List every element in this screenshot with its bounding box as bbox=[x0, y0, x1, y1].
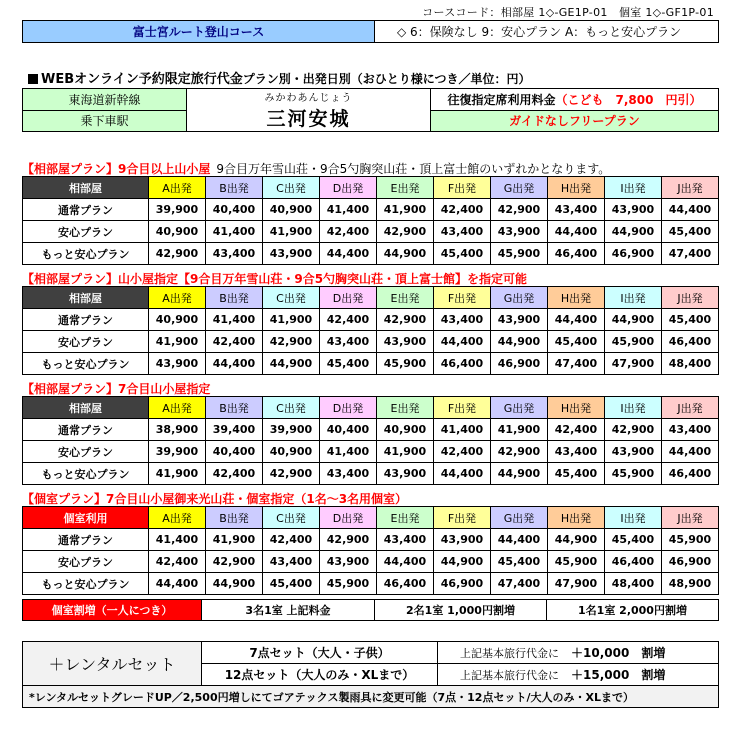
price-cell: 43,900 bbox=[320, 551, 377, 573]
price-cell: 45,400 bbox=[548, 331, 605, 353]
departure-header: E出発 bbox=[377, 177, 434, 199]
room-type-header: 相部屋 bbox=[23, 177, 149, 199]
rental-prefix-7: 上記基本旅行代金に bbox=[460, 647, 559, 660]
rental-prefix-12: 上記基本旅行代金に bbox=[460, 669, 559, 682]
section-title bbox=[22, 160, 610, 177]
price-cell: 44,900 bbox=[491, 463, 548, 485]
course-code: コースコード：相部屋 1◇-GE1P-01 個室 1◇-GF1P-01 bbox=[422, 6, 714, 19]
fare-cell bbox=[431, 89, 719, 111]
table-row bbox=[23, 419, 719, 441]
transport-table bbox=[22, 88, 719, 132]
price-cell: 41,400 bbox=[206, 309, 263, 331]
departure-header: D出発 bbox=[320, 177, 377, 199]
section-title bbox=[22, 490, 407, 507]
station-kana: みかわあんじょう bbox=[264, 93, 353, 104]
price-cell: 47,400 bbox=[548, 353, 605, 375]
departure-header: C出発 bbox=[263, 397, 320, 419]
price-cell: 42,900 bbox=[149, 243, 206, 265]
table-header-row bbox=[23, 397, 719, 419]
price-cell: 42,400 bbox=[320, 221, 377, 243]
price-cell: 40,400 bbox=[206, 199, 263, 221]
price-cell: 46,400 bbox=[662, 331, 719, 353]
departure-header: F出発 bbox=[434, 507, 491, 529]
departure-header: J出発 bbox=[662, 287, 719, 309]
price-cell: 45,900 bbox=[548, 551, 605, 573]
price-cell: 44,400 bbox=[320, 243, 377, 265]
price-cell: 43,900 bbox=[377, 463, 434, 485]
price-cell: 45,400 bbox=[662, 309, 719, 331]
boarding-label: 乗下車駅 bbox=[23, 110, 187, 132]
price-cell: 45,400 bbox=[320, 353, 377, 375]
rental-title: ＋レンタルセット bbox=[23, 642, 202, 686]
price-cell: 45,400 bbox=[434, 243, 491, 265]
rental-price-12 bbox=[438, 664, 719, 686]
price-cell: 45,400 bbox=[662, 221, 719, 243]
price-cell: 40,900 bbox=[263, 441, 320, 463]
price-cell: 41,400 bbox=[320, 441, 377, 463]
price-cell: 47,400 bbox=[491, 573, 548, 595]
price-cell: 41,900 bbox=[149, 463, 206, 485]
price-cell: 41,400 bbox=[206, 221, 263, 243]
price-cell: 44,900 bbox=[434, 551, 491, 573]
price-cell: 42,900 bbox=[263, 331, 320, 353]
price-cell: 45,400 bbox=[263, 573, 320, 595]
price-cell: 43,400 bbox=[206, 243, 263, 265]
plan-label: 通常プラン bbox=[23, 309, 149, 331]
departure-header: A出発 bbox=[149, 397, 206, 419]
price-cell: 46,400 bbox=[662, 463, 719, 485]
departure-header: D出発 bbox=[320, 397, 377, 419]
price-cell: 44,900 bbox=[605, 221, 662, 243]
rental-set-12: 12点セット（大人のみ・XLまで） bbox=[202, 664, 438, 686]
departure-header: I出発 bbox=[605, 507, 662, 529]
price-cell: 42,400 bbox=[434, 441, 491, 463]
price-cell: 43,900 bbox=[149, 353, 206, 375]
price-cell: 40,900 bbox=[377, 419, 434, 441]
price-cell: 44,900 bbox=[491, 331, 548, 353]
price-cell: 44,400 bbox=[206, 353, 263, 375]
price-cell: 39,900 bbox=[263, 419, 320, 441]
price-cell: 41,900 bbox=[377, 199, 434, 221]
section-title-text: 【相部屋プラン】山小屋指定【9合目万年雪山荘・9合5勺胸突山荘・頂上富士館】を指定可能 bbox=[22, 272, 528, 286]
rental-amount-12: ＋15,000 割増 bbox=[571, 668, 666, 682]
plan-label: もっと安心プラン bbox=[23, 353, 149, 375]
price-table bbox=[22, 286, 719, 375]
price-cell: 42,400 bbox=[320, 309, 377, 331]
surcharge-1-person: 1名1室 2,000円割増 bbox=[547, 600, 719, 621]
price-cell: 42,900 bbox=[206, 551, 263, 573]
price-cell: 48,900 bbox=[662, 573, 719, 595]
price-cell: 43,900 bbox=[491, 309, 548, 331]
price-cell: 42,400 bbox=[149, 551, 206, 573]
departure-header: D出発 bbox=[320, 507, 377, 529]
price-cell: 41,400 bbox=[320, 199, 377, 221]
price-cell: 42,900 bbox=[605, 419, 662, 441]
departure-header: A出発 bbox=[149, 287, 206, 309]
price-cell: 46,400 bbox=[548, 243, 605, 265]
table-row bbox=[23, 199, 719, 221]
rental-set-table bbox=[22, 641, 719, 708]
departure-header: I出発 bbox=[605, 397, 662, 419]
room-type-header: 相部屋 bbox=[23, 397, 149, 419]
table-row bbox=[23, 353, 719, 375]
plan-label: 安心プラン bbox=[23, 551, 149, 573]
departure-header: H出発 bbox=[548, 287, 605, 309]
plan-label: もっと安心プラン bbox=[23, 463, 149, 485]
plan-label: 通常プラン bbox=[23, 419, 149, 441]
price-cell: 42,400 bbox=[206, 331, 263, 353]
price-cell: 45,900 bbox=[605, 331, 662, 353]
departure-header: A出発 bbox=[149, 507, 206, 529]
price-cell: 47,400 bbox=[662, 243, 719, 265]
surcharge-3-person: 3名1室 上記料金 bbox=[202, 600, 375, 621]
section-title bbox=[22, 270, 527, 287]
rental-price-7 bbox=[438, 642, 719, 664]
price-cell: 43,900 bbox=[263, 243, 320, 265]
price-cell: 40,400 bbox=[320, 419, 377, 441]
price-cell: 45,400 bbox=[548, 463, 605, 485]
price-cell: 41,400 bbox=[149, 529, 206, 551]
departure-header: I出発 bbox=[605, 287, 662, 309]
departure-header: B出発 bbox=[206, 287, 263, 309]
section-note: 9合目万年雪山荘・9合5勺胸突山荘・頂上富士館のいずれかとなります。 bbox=[216, 162, 611, 176]
price-cell: 48,400 bbox=[605, 573, 662, 595]
table-header-row bbox=[23, 177, 719, 199]
price-table bbox=[22, 396, 719, 485]
price-cell: 43,400 bbox=[434, 221, 491, 243]
plan-label: もっと安心プラン bbox=[23, 573, 149, 595]
plan-label: 通常プラン bbox=[23, 199, 149, 221]
price-table bbox=[22, 506, 719, 595]
station-name: 三河安城 bbox=[266, 108, 351, 130]
price-cell: 47,900 bbox=[548, 573, 605, 595]
departure-header: H出発 bbox=[548, 177, 605, 199]
price-cell: 42,900 bbox=[377, 309, 434, 331]
price-cell: 40,400 bbox=[206, 441, 263, 463]
departure-header: E出発 bbox=[377, 507, 434, 529]
departure-header: I出発 bbox=[605, 177, 662, 199]
plan-label: 通常プラン bbox=[23, 529, 149, 551]
departure-header: J出発 bbox=[662, 507, 719, 529]
room-type-header: 個室利用 bbox=[23, 507, 149, 529]
price-cell: 40,900 bbox=[149, 221, 206, 243]
fare-child-discount: （こども 7,800 円引） bbox=[555, 92, 702, 107]
station-cell bbox=[187, 89, 431, 132]
price-cell: 42,400 bbox=[434, 199, 491, 221]
price-cell: 46,900 bbox=[605, 243, 662, 265]
price-cell: 41,900 bbox=[263, 309, 320, 331]
table-row bbox=[23, 441, 719, 463]
price-cell: 44,400 bbox=[548, 309, 605, 331]
price-cell: 42,900 bbox=[491, 199, 548, 221]
departure-header: H出発 bbox=[548, 397, 605, 419]
web-title-text: WEBオンライン予約限定旅行代金 bbox=[41, 72, 243, 87]
price-cell: 43,900 bbox=[491, 221, 548, 243]
surcharge-label: 個室割増（一人につき） bbox=[23, 600, 202, 621]
room-type-header: 相部屋 bbox=[23, 287, 149, 309]
price-cell: 39,400 bbox=[206, 419, 263, 441]
price-cell: 41,400 bbox=[434, 419, 491, 441]
price-cell: 44,400 bbox=[491, 529, 548, 551]
price-cell: 44,400 bbox=[434, 331, 491, 353]
table-row bbox=[23, 331, 719, 353]
price-cell: 43,400 bbox=[320, 463, 377, 485]
square-bullet-icon bbox=[28, 74, 38, 84]
web-subtitle: プラン別・出発日別（おひとり様につき／単位：円） bbox=[242, 72, 531, 86]
departure-header: E出発 bbox=[377, 397, 434, 419]
price-cell: 44,900 bbox=[605, 309, 662, 331]
private-surcharge-table bbox=[22, 599, 719, 621]
price-cell: 48,400 bbox=[662, 353, 719, 375]
section-title-text: 【相部屋プラン】9合目以上山小屋 bbox=[22, 162, 211, 176]
table-row bbox=[23, 573, 719, 595]
section-title bbox=[22, 380, 210, 397]
web-title bbox=[28, 68, 531, 87]
plan-legend: ◇ 6：保険なし 9：安心プラン A：もっと安心プラン bbox=[375, 21, 719, 43]
price-cell: 45,900 bbox=[377, 353, 434, 375]
departure-header: F出発 bbox=[434, 397, 491, 419]
price-cell: 41,900 bbox=[377, 441, 434, 463]
price-cell: 46,400 bbox=[434, 353, 491, 375]
price-cell: 42,400 bbox=[206, 463, 263, 485]
price-cell: 47,900 bbox=[605, 353, 662, 375]
price-cell: 44,900 bbox=[377, 243, 434, 265]
rental-set-7: 7点セット（大人・子供） bbox=[202, 642, 438, 664]
price-cell: 44,400 bbox=[377, 551, 434, 573]
section-title-text: 【個室プラン】7合目山小屋御来光山荘・個室指定（1名～3名用個室） bbox=[22, 492, 408, 506]
surcharge-2-person: 2名1室 1,000円割増 bbox=[375, 600, 547, 621]
price-cell: 46,900 bbox=[662, 551, 719, 573]
price-cell: 43,400 bbox=[662, 419, 719, 441]
price-cell: 39,900 bbox=[149, 441, 206, 463]
price-cell: 44,900 bbox=[548, 529, 605, 551]
price-cell: 42,400 bbox=[548, 419, 605, 441]
price-cell: 44,900 bbox=[263, 353, 320, 375]
price-cell: 43,400 bbox=[548, 199, 605, 221]
price-cell: 38,900 bbox=[149, 419, 206, 441]
price-cell: 46,900 bbox=[434, 573, 491, 595]
table-row bbox=[23, 529, 719, 551]
departure-header: D出発 bbox=[320, 287, 377, 309]
rental-amount-7: ＋10,000 割増 bbox=[571, 646, 666, 660]
price-cell: 41,900 bbox=[263, 221, 320, 243]
price-cell: 41,900 bbox=[149, 331, 206, 353]
price-cell: 42,900 bbox=[377, 221, 434, 243]
line-name: 東海道新幹線 bbox=[23, 89, 187, 111]
price-cell: 44,400 bbox=[662, 199, 719, 221]
price-cell: 44,900 bbox=[206, 573, 263, 595]
table-row bbox=[23, 551, 719, 573]
price-cell: 43,400 bbox=[377, 529, 434, 551]
price-cell: 43,900 bbox=[605, 441, 662, 463]
price-cell: 42,900 bbox=[491, 441, 548, 463]
fare-label: 往復指定席利用料金 bbox=[447, 92, 556, 107]
price-table bbox=[22, 176, 719, 265]
plan-label: もっと安心プラン bbox=[23, 243, 149, 265]
table-header-row bbox=[23, 507, 719, 529]
price-cell: 45,900 bbox=[662, 529, 719, 551]
price-cell: 43,400 bbox=[320, 331, 377, 353]
course-name: 富士宮ルート登山コース bbox=[23, 21, 375, 43]
price-cell: 45,900 bbox=[320, 573, 377, 595]
departure-header: F出発 bbox=[434, 177, 491, 199]
price-cell: 46,900 bbox=[491, 353, 548, 375]
price-cell: 45,400 bbox=[605, 529, 662, 551]
price-cell: 42,400 bbox=[263, 529, 320, 551]
price-cell: 46,400 bbox=[377, 573, 434, 595]
departure-header: C出発 bbox=[263, 287, 320, 309]
section-title-text: 【相部屋プラン】7合目山小屋指定 bbox=[22, 382, 211, 396]
departure-header: G出発 bbox=[491, 177, 548, 199]
price-cell: 44,400 bbox=[434, 463, 491, 485]
price-cell: 45,900 bbox=[605, 463, 662, 485]
table-row bbox=[23, 463, 719, 485]
plan-label: 安心プラン bbox=[23, 331, 149, 353]
price-cell: 43,900 bbox=[605, 199, 662, 221]
departure-header: A出発 bbox=[149, 177, 206, 199]
price-cell: 45,400 bbox=[491, 551, 548, 573]
departure-header: B出発 bbox=[206, 507, 263, 529]
price-cell: 41,900 bbox=[206, 529, 263, 551]
departure-header: G出発 bbox=[491, 507, 548, 529]
table-row bbox=[23, 221, 719, 243]
rental-note: *レンタルセットグレードUP／2,500円増しにてゴアテックス製雨具に変更可能（7点・12点セット/大人のみ・XLまで） bbox=[23, 686, 719, 708]
price-cell: 41,900 bbox=[491, 419, 548, 441]
price-cell: 44,400 bbox=[662, 441, 719, 463]
price-cell: 43,400 bbox=[434, 309, 491, 331]
departure-header: H出発 bbox=[548, 507, 605, 529]
price-cell: 43,900 bbox=[434, 529, 491, 551]
price-cell: 39,900 bbox=[149, 199, 206, 221]
price-cell: 42,900 bbox=[263, 463, 320, 485]
departure-header: J出発 bbox=[662, 177, 719, 199]
departure-header: B出発 bbox=[206, 177, 263, 199]
price-cell: 46,400 bbox=[605, 551, 662, 573]
price-cell: 44,400 bbox=[548, 221, 605, 243]
table-header-row bbox=[23, 287, 719, 309]
departure-header: F出発 bbox=[434, 287, 491, 309]
departure-header: G出発 bbox=[491, 287, 548, 309]
price-cell: 44,400 bbox=[149, 573, 206, 595]
price-cell: 40,900 bbox=[263, 199, 320, 221]
guide-plan: ガイドなしフリープラン bbox=[431, 110, 719, 132]
price-cell: 43,900 bbox=[377, 331, 434, 353]
price-cell: 42,900 bbox=[320, 529, 377, 551]
departure-header: C出発 bbox=[263, 507, 320, 529]
table-row bbox=[23, 309, 719, 331]
departure-header: G出発 bbox=[491, 397, 548, 419]
departure-header: C出発 bbox=[263, 177, 320, 199]
course-header-table bbox=[22, 20, 719, 43]
price-cell: 43,400 bbox=[263, 551, 320, 573]
price-cell: 40,900 bbox=[149, 309, 206, 331]
price-cell: 43,400 bbox=[548, 441, 605, 463]
plan-label: 安心プラン bbox=[23, 441, 149, 463]
price-cell: 45,900 bbox=[491, 243, 548, 265]
departure-header: B出発 bbox=[206, 397, 263, 419]
departure-header: E出発 bbox=[377, 287, 434, 309]
table-row bbox=[23, 243, 719, 265]
departure-header: J出発 bbox=[662, 397, 719, 419]
plan-label: 安心プラン bbox=[23, 221, 149, 243]
